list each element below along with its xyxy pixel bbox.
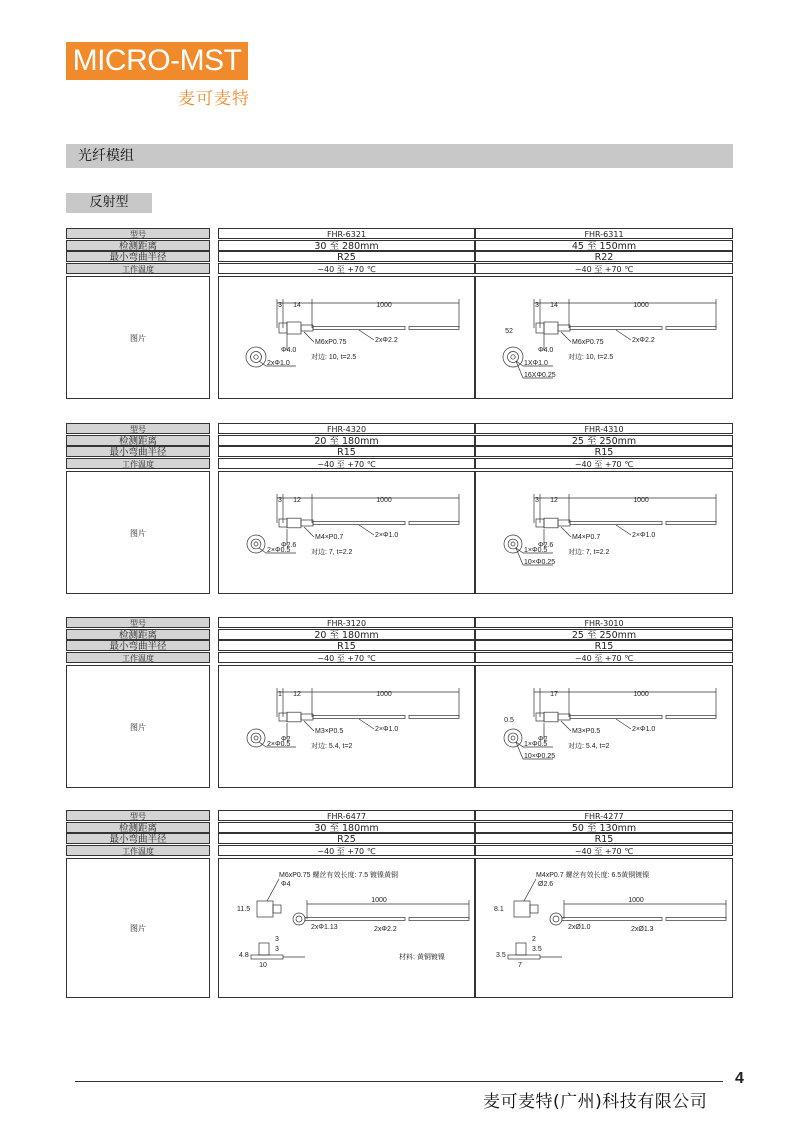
dim-base-width: 7 <box>518 962 522 969</box>
temp-value: −40 至 +70 ℃ <box>218 845 475 856</box>
dimension-drawing <box>218 276 475 399</box>
cable-spec: 2xΦ2.2 <box>632 337 655 344</box>
head-diameter: Φ4.0 <box>281 347 297 354</box>
dim-cable-length: 1000 <box>633 497 649 504</box>
dim-offset: 3 <box>278 497 282 504</box>
temp-label: 工作温度 <box>66 845 210 856</box>
dim-cable-length: 1000 <box>376 302 392 309</box>
temp-value: −40 至 +70 ℃ <box>218 652 475 663</box>
picture-label <box>66 858 210 998</box>
flat-spec: 对边: 10, t=2.5 <box>568 354 614 361</box>
brand-logo: MICRO-MST <box>66 42 248 80</box>
spec-row-distance <box>66 435 733 446</box>
spec-row-radius <box>66 446 733 457</box>
temp-value: −40 至 +70 ℃ <box>475 458 733 469</box>
dim-offset: 3 <box>278 302 282 309</box>
dim-offset: 1 <box>278 691 282 698</box>
distance-value: 25 至 250mm <box>475 435 733 446</box>
fiber-spec: 2×Φ0.5 <box>267 741 291 748</box>
cable-spec: 2×Φ1.0 <box>375 726 399 733</box>
dim-pin-gap: 3.5 <box>532 946 542 953</box>
distance-value: 20 至 180mm <box>218 629 475 640</box>
fiber-spec: 1×Φ0.5 <box>524 547 548 554</box>
dimension-drawing <box>218 858 475 998</box>
flat-spec: 对边: 7, t=2.2 <box>568 549 610 556</box>
radius-value: R15 <box>475 833 733 844</box>
dim-head-height: 11.5 <box>237 906 251 913</box>
model-value: FHR-4320 <box>218 423 475 434</box>
dimension-drawing <box>475 665 733 788</box>
flat-spec: 对边: 10, t=2.5 <box>311 354 357 361</box>
page-number: 4 <box>735 1070 744 1087</box>
temp-value: −40 至 +70 ℃ <box>475 652 733 663</box>
head-diameter: Φ2.6 <box>281 542 297 549</box>
radius-label: 最小弯曲半径 <box>66 833 210 844</box>
distance-value: 45 至 150mm <box>475 240 733 251</box>
spec-row-temp <box>66 652 733 663</box>
picture-label-text: 图片 <box>130 529 146 538</box>
temp-value: −40 至 +70 ℃ <box>218 458 475 469</box>
distance-value: 20 至 180mm <box>218 435 475 446</box>
fiber-spec: 1×Φ0.5 <box>524 741 548 748</box>
spec-row-model <box>66 810 733 821</box>
dim-pin-width: 3 <box>275 936 279 943</box>
picture-label <box>66 276 210 399</box>
distance-value: 25 至 250mm <box>475 629 733 640</box>
dim-cable-length: 1000 <box>376 691 392 698</box>
model-label: 型号 <box>66 423 210 434</box>
model-value: FHR-6321 <box>218 228 475 239</box>
distance-label: 检测距离 <box>66 822 210 833</box>
picture-label <box>66 471 210 594</box>
distance-value: 30 至 280mm <box>218 240 475 251</box>
temp-label: 工作温度 <box>66 652 210 663</box>
fiber-spec: 10×Φ0.25 <box>524 753 556 760</box>
head-diameter: Φ4.0 <box>538 347 554 354</box>
distance-value: 50 至 130mm <box>475 822 733 833</box>
dim-cable-length: 1000 <box>633 691 649 698</box>
radius-value: R15 <box>218 640 475 651</box>
dim-cable-length: 1000 <box>628 897 644 904</box>
thread-spec: M6xP0.75 <box>315 339 347 346</box>
spec-row-model <box>66 617 733 628</box>
fiber-spec: 16XΦ0.25 <box>524 372 556 379</box>
dim-base-height: 3.5 <box>496 952 506 959</box>
dim-cable-length: 1000 <box>376 497 392 504</box>
model-value: FHR-4277 <box>475 810 733 821</box>
spec-row-temp <box>66 845 733 856</box>
head-diameter: Φ2.6 <box>538 542 554 549</box>
distance-value: 30 至 180mm <box>218 822 475 833</box>
temp-label: 工作温度 <box>66 458 210 469</box>
spec-row-temp <box>66 458 733 469</box>
fiber-spec: 2×Φ0.5 <box>267 547 291 554</box>
radius-label: 最小弯曲半径 <box>66 446 210 457</box>
dimension-drawing <box>218 665 475 788</box>
dim-offset: 3 <box>535 497 539 504</box>
head-diameter: Φ2 <box>538 736 548 743</box>
picture-label <box>66 665 210 788</box>
distance-label: 检测距离 <box>66 240 210 251</box>
radius-value: R15 <box>475 640 733 651</box>
head-diameter: Φ4 <box>281 881 291 888</box>
head-diameter: Ø2.6 <box>538 881 554 888</box>
thread-spec: M3×P0.5 <box>572 728 601 735</box>
distance-label: 检测距离 <box>66 435 210 446</box>
spec-row-model <box>66 228 733 239</box>
dim-cable-length: 1000 <box>371 897 387 904</box>
cable-spec: 2xØ1.3 <box>631 926 654 933</box>
company-name: 麦可麦特(广州)科技有限公司 <box>483 1092 708 1112</box>
dim-tip: 52 <box>505 328 513 335</box>
dimension-drawing <box>475 858 733 998</box>
model-label: 型号 <box>66 228 210 239</box>
model-value: FHR-3120 <box>218 617 475 628</box>
dim-body-length: 17 <box>550 691 558 698</box>
dimension-drawing <box>475 276 733 399</box>
dim-body-length: 12 <box>550 497 558 504</box>
thread-spec: M4×P0.7 <box>315 534 344 541</box>
temp-value: −40 至 +70 ℃ <box>218 263 475 274</box>
fiber-spec: 2xØ1.0 <box>568 924 591 931</box>
radius-value: R15 <box>475 446 733 457</box>
flat-spec: 对边: 7, t=2.2 <box>311 549 353 556</box>
model-label: 型号 <box>66 810 210 821</box>
spec-row-model <box>66 423 733 434</box>
spec-row-radius <box>66 640 733 651</box>
dim-body-length: 12 <box>293 691 301 698</box>
flat-spec: 对边: 5.4, t=2 <box>311 743 353 750</box>
dim-body-length: 14 <box>293 302 301 309</box>
temp-label: 工作温度 <box>66 263 210 274</box>
dim-base-height: 4.8 <box>239 952 249 959</box>
picture-label-text: 图片 <box>130 924 146 933</box>
flat-spec: 对边: 5.4, t=2 <box>568 743 610 750</box>
cable-spec: 2×Φ1.0 <box>632 726 656 733</box>
radius-value: R22 <box>475 251 733 262</box>
radius-value: R25 <box>218 251 475 262</box>
dim-body-length: 14 <box>550 302 558 309</box>
picture-label-text: 图片 <box>130 723 146 732</box>
spec-row-radius <box>66 251 733 262</box>
material-note: 材料: 黄铜镀镍 <box>399 954 445 961</box>
fiber-spec: 2xΦ1.0 <box>267 360 290 367</box>
model-label: 型号 <box>66 617 210 628</box>
cable-spec: 2xΦ2.2 <box>375 337 398 344</box>
thread-spec: M4xP0.7 螺丝有效长度: 6.5黄铜镀镍 <box>536 872 650 879</box>
cable-spec: 2×Φ1.0 <box>375 532 399 539</box>
model-value: FHR-3010 <box>475 617 733 628</box>
model-value: FHR-6311 <box>475 228 733 239</box>
radius-value: R15 <box>218 446 475 457</box>
head-diameter: Φ2 <box>281 736 291 743</box>
cable-spec: 2×Φ1.0 <box>632 532 656 539</box>
dim-cable-length: 1000 <box>633 302 649 309</box>
fiber-spec: 10×Φ0.25 <box>524 559 556 566</box>
picture-label-text: 图片 <box>130 334 146 343</box>
spec-row-radius <box>66 833 733 844</box>
footer-divider <box>75 1081 723 1082</box>
dim-pin-width: 2 <box>532 936 536 943</box>
dim-pin-gap: 3 <box>275 946 279 953</box>
spec-row-distance <box>66 240 733 251</box>
dim-body-length: 12 <box>293 497 301 504</box>
temp-value: −40 至 +70 ℃ <box>475 845 733 856</box>
model-value: FHR-6477 <box>218 810 475 821</box>
radius-label: 最小弯曲半径 <box>66 251 210 262</box>
spec-row-temp <box>66 263 733 274</box>
spec-row-distance <box>66 822 733 833</box>
radius-value: R25 <box>218 833 475 844</box>
thread-spec: M6xP0.75 <box>572 339 604 346</box>
subsection-tab: 反射型 <box>66 193 152 213</box>
dimension-drawing <box>475 471 733 594</box>
thread-spec: M6xP0.75 螺丝有效长度: 7.5 镀镍黄铜 <box>279 872 399 879</box>
dimension-drawing <box>218 471 475 594</box>
fiber-spec: 1XΦ1.0 <box>524 360 548 367</box>
fiber-spec: 2xΦ1.13 <box>311 924 338 931</box>
dim-base-width: 10 <box>259 962 267 969</box>
temp-value: −40 至 +70 ℃ <box>475 263 733 274</box>
dim-tip: 0.5 <box>504 717 514 724</box>
cable-spec: 2xΦ2.2 <box>374 926 397 933</box>
spec-row-distance <box>66 629 733 640</box>
thread-spec: M3×P0.5 <box>315 728 344 735</box>
model-value: FHR-4310 <box>475 423 733 434</box>
section-title: 光纤模组 <box>66 144 733 168</box>
thread-spec: M4×P0.7 <box>572 534 601 541</box>
radius-label: 最小弯曲半径 <box>66 640 210 651</box>
distance-label: 检测距离 <box>66 629 210 640</box>
brand-name-cn: 麦可麦特 <box>178 89 250 109</box>
dim-head-height: 8.1 <box>494 906 504 913</box>
dim-offset: 3 <box>535 302 539 309</box>
